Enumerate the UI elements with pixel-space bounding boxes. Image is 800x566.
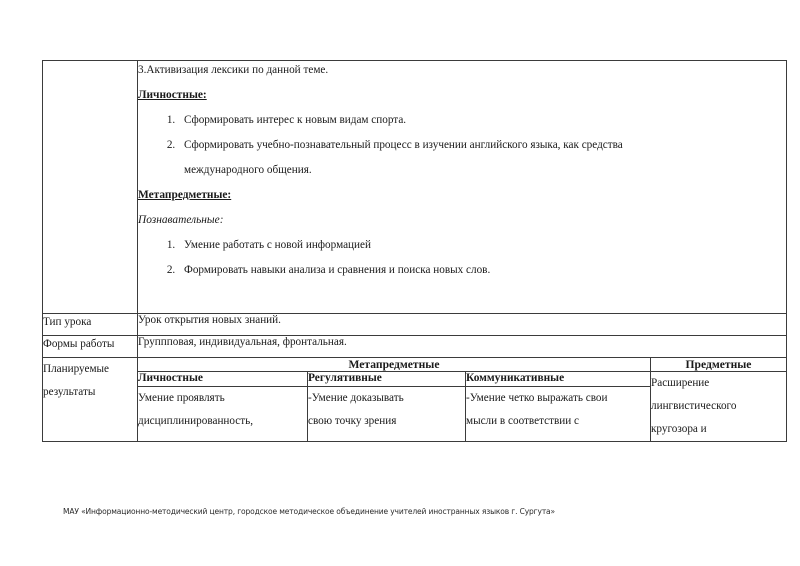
column-header-personal: Личностные bbox=[138, 372, 308, 387]
goal-line-activation: 3.Активизация лексики по данной теме. bbox=[138, 64, 329, 76]
heading-metasubject: Метапредметные: bbox=[138, 189, 232, 201]
row-value-lesson-type: Урок открытия новых знаний. bbox=[138, 314, 787, 336]
list-item bbox=[178, 138, 786, 177]
lesson-plan-table bbox=[42, 60, 787, 442]
row-label-planned-results bbox=[43, 358, 138, 442]
subheading-cognitive: Познавательные: bbox=[138, 214, 224, 226]
results-cell-regulative bbox=[308, 387, 466, 442]
personal-line-1: Умение проявлять bbox=[138, 392, 225, 405]
row-label-work-forms: Формы работы bbox=[43, 336, 138, 358]
results-cell-subject bbox=[651, 372, 787, 442]
table-row-goals bbox=[43, 61, 787, 314]
cognitive-goals-list bbox=[138, 238, 786, 277]
results-cell-communicative bbox=[466, 387, 651, 442]
list-item: 1. Сформировать интерес к новым видам спорта. bbox=[178, 113, 786, 127]
table-row-results-header bbox=[43, 358, 787, 372]
column-header-regulative: Регулятивные bbox=[308, 372, 466, 387]
group-header-subject: Предметные bbox=[651, 358, 787, 372]
planned-results-line-1: Планируемые bbox=[43, 363, 110, 375]
row-label-lesson-type: Тип урока bbox=[43, 314, 138, 336]
subject-line-2: лингвистического bbox=[651, 399, 737, 412]
subject-line-1: Расширение bbox=[651, 377, 710, 389]
results-cell-personal bbox=[138, 387, 308, 442]
personal-goals-list bbox=[138, 113, 786, 177]
list-item: 1. Умение работать с новой информацией bbox=[178, 238, 786, 252]
column-header-communicative: Коммуникативные bbox=[466, 372, 651, 387]
communicative-line-1: -Умение четко выражать свои bbox=[466, 392, 608, 405]
table-row-lesson-type bbox=[43, 314, 787, 336]
goals-label-cell bbox=[43, 61, 138, 314]
group-header-metasubject: Метапредметные bbox=[138, 358, 651, 372]
list-item-continuation: международного общения. bbox=[184, 164, 312, 176]
list-item: 2. Формировать навыки анализа и сравнения и поиска новых слов. bbox=[178, 263, 786, 277]
regulative-line-2: свою точку зрения bbox=[308, 415, 397, 428]
goals-content-cell bbox=[138, 61, 787, 314]
table-row-work-forms bbox=[43, 336, 787, 358]
row-value-work-forms: Группповая, индивидуальная, фронтальная. bbox=[138, 336, 787, 358]
page-footer: МАУ «Информационно-методический центр, городское методическое объединение учителей иностранных языков г. Сургута» bbox=[63, 506, 555, 516]
list-item-text: Сформировать учебно-познавательный процесс в изучении английского языка, как средства bbox=[184, 139, 623, 151]
regulative-line-1: -Умение доказывать bbox=[308, 392, 404, 405]
planned-results-line-2: результаты bbox=[43, 385, 96, 398]
personal-line-2: дисциплинированность, bbox=[138, 415, 254, 428]
subject-line-3: кругозора и bbox=[651, 422, 707, 435]
communicative-line-2: мысли в соответствии с bbox=[466, 415, 579, 428]
heading-personal: Личностные: bbox=[138, 89, 207, 101]
table-row-results-subheaders bbox=[43, 372, 787, 387]
